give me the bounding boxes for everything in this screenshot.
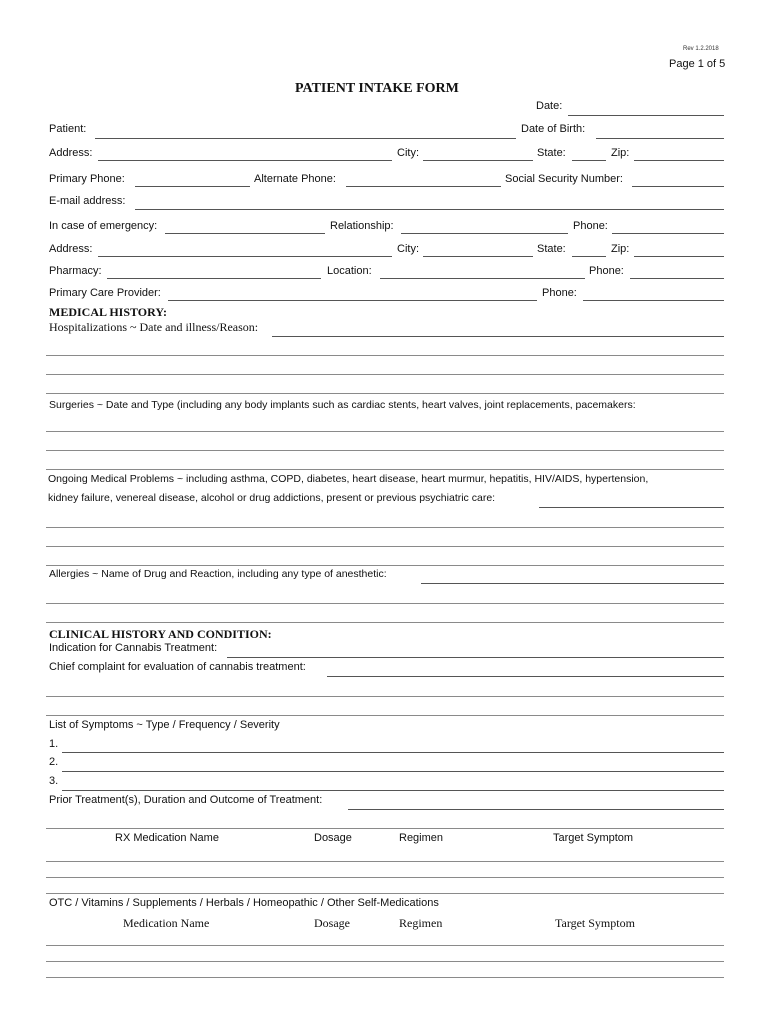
zip-label: Zip: [611, 147, 630, 159]
ssn-field[interactable] [632, 186, 724, 187]
email-label: E-mail address: [49, 195, 126, 207]
symptom-number: 3. [49, 775, 59, 787]
ongoing-problems-field[interactable] [539, 507, 724, 508]
indication-label: Indication for Cannabis Treatment: [49, 642, 218, 654]
emergency-zip-field[interactable] [634, 256, 724, 257]
hospitalizations-line[interactable] [46, 355, 724, 356]
ongoing-problems-line[interactable] [46, 546, 724, 547]
pharmacy-phone-label: Phone: [589, 265, 624, 277]
pcp-label: Primary Care Provider: [49, 287, 161, 299]
date-label: Date: [536, 100, 563, 112]
symptom-number: 2. [49, 756, 59, 768]
otc-col-medication-name: Medication Name [123, 916, 210, 930]
pcp-field[interactable] [168, 300, 537, 301]
dob-label: Date of Birth: [521, 123, 586, 135]
ssn-label: Social Security Number: [505, 173, 623, 185]
prior-treatment-field[interactable] [348, 809, 724, 810]
symptom-3-field[interactable] [62, 790, 724, 791]
symptoms-label: List of Symptoms ~ Type / Frequency / Severity [49, 719, 280, 731]
emergency-address-label: Address: [49, 243, 93, 255]
chief-complaint-line[interactable] [46, 696, 724, 697]
surgeries-line[interactable] [46, 450, 724, 451]
pcp-phone-field[interactable] [583, 300, 724, 301]
surgeries-line[interactable] [46, 469, 724, 470]
zip-field[interactable] [634, 160, 724, 161]
rx-row-line[interactable] [46, 893, 724, 894]
hospitalizations-label: Hospitalizations ~ Date and illness/Reason: [49, 320, 259, 334]
symptom-1-field[interactable] [62, 752, 724, 753]
alternate-phone-label: Alternate Phone: [254, 173, 336, 185]
allergies-line[interactable] [46, 603, 724, 604]
pharmacy-label: Pharmacy: [49, 265, 102, 277]
date-field[interactable] [568, 115, 724, 116]
emergency-field[interactable] [165, 233, 325, 234]
emergency-phone-label: Phone: [573, 220, 608, 232]
hospitalizations-line[interactable] [46, 393, 724, 394]
ongoing-problems-line[interactable] [46, 527, 724, 528]
rx-col-medication-name: RX Medication Name [115, 832, 219, 844]
dob-field[interactable] [596, 138, 724, 139]
symptom-2-field[interactable] [62, 771, 724, 772]
hospitalizations-field[interactable] [272, 336, 724, 337]
emergency-zip-label: Zip: [611, 243, 630, 255]
address-field[interactable] [98, 160, 392, 161]
surgeries-label: Surgeries ~ Date and Type (including any body implants such as cardiac stents, heart valves, joint replacements, pacemakers: [49, 399, 636, 411]
prior-treatment-line[interactable] [46, 828, 724, 829]
emergency-address-field[interactable] [98, 256, 392, 257]
otc-heading: OTC / Vitamins / Supplements / Herbals / Homeopathic / Other Self-Medications [49, 897, 439, 909]
prior-treatment-label: Prior Treatment(s), Duration and Outcome of Treatment: [49, 794, 323, 806]
otc-col-target-symptom: Target Symptom [555, 916, 635, 930]
emergency-phone-field[interactable] [612, 233, 724, 234]
rx-row-line[interactable] [46, 877, 724, 878]
emergency-label: In case of emergency: [49, 220, 158, 232]
state-label: State: [537, 147, 566, 159]
relationship-field[interactable] [401, 233, 568, 234]
pharmacy-phone-field[interactable] [630, 278, 724, 279]
chief-complaint-field[interactable] [327, 676, 724, 677]
chief-complaint-label: Chief complaint for evaluation of cannabis treatment: [49, 661, 306, 673]
hospitalizations-line[interactable] [46, 374, 724, 375]
patient-label: Patient: [49, 123, 87, 135]
page-number: Page 1 of 5 [669, 58, 726, 70]
ongoing-problems-line[interactable] [46, 565, 724, 566]
indication-field[interactable] [227, 657, 724, 658]
allergies-line[interactable] [46, 622, 724, 623]
relationship-label: Relationship: [330, 220, 394, 232]
address-label: Address: [49, 147, 93, 159]
location-field[interactable] [380, 278, 585, 279]
chief-complaint-line[interactable] [46, 715, 724, 716]
otc-row-line[interactable] [46, 977, 724, 978]
rx-col-dosage: Dosage [314, 832, 352, 844]
rx-row-line[interactable] [46, 861, 724, 862]
state-field[interactable] [572, 160, 606, 161]
surgeries-line[interactable] [46, 431, 724, 432]
ongoing-problems-label-cont: kidney failure, venereal disease, alcohol or drug addictions, present or previous psychiatric care: [48, 492, 496, 504]
primary-phone-field[interactable] [135, 186, 250, 187]
otc-row-line[interactable] [46, 961, 724, 962]
emergency-state-label: State: [537, 243, 566, 255]
ongoing-problems-label: Ongoing Medical Problems ~ including asthma, COPD, diabetes, heart disease, heart murmur, hepatitis, HIV/AIDS, hypertension, [48, 473, 649, 485]
medical-history-heading: MEDICAL HISTORY: [49, 305, 167, 319]
location-label: Location: [327, 265, 372, 277]
email-field[interactable] [135, 209, 724, 210]
emergency-city-label: City: [397, 243, 419, 255]
otc-col-dosage: Dosage [314, 916, 350, 930]
otc-row-line[interactable] [46, 945, 724, 946]
city-label: City: [397, 147, 419, 159]
rx-col-target-symptom: Target Symptom [553, 832, 634, 844]
primary-phone-label: Primary Phone: [49, 173, 125, 185]
allergies-field[interactable] [421, 583, 724, 584]
pharmacy-field[interactable] [107, 278, 321, 279]
emergency-city-field[interactable] [423, 256, 533, 257]
form-title: PATIENT INTAKE FORM [295, 81, 459, 96]
emergency-state-field[interactable] [572, 256, 606, 257]
allergies-label: Allergies ~ Name of Drug and Reaction, including any type of anesthetic: [49, 568, 387, 580]
clinical-history-heading: CLINICAL HISTORY AND CONDITION: [49, 627, 272, 641]
pcp-phone-label: Phone: [542, 287, 577, 299]
revision-label: Rev 1.2.2018 [683, 46, 719, 52]
otc-col-regimen: Regimen [399, 916, 443, 930]
patient-field[interactable] [95, 138, 516, 139]
alternate-phone-field[interactable] [346, 186, 501, 187]
city-field[interactable] [423, 160, 533, 161]
rx-col-regimen: Regimen [399, 832, 444, 844]
symptom-number: 1. [49, 738, 59, 750]
